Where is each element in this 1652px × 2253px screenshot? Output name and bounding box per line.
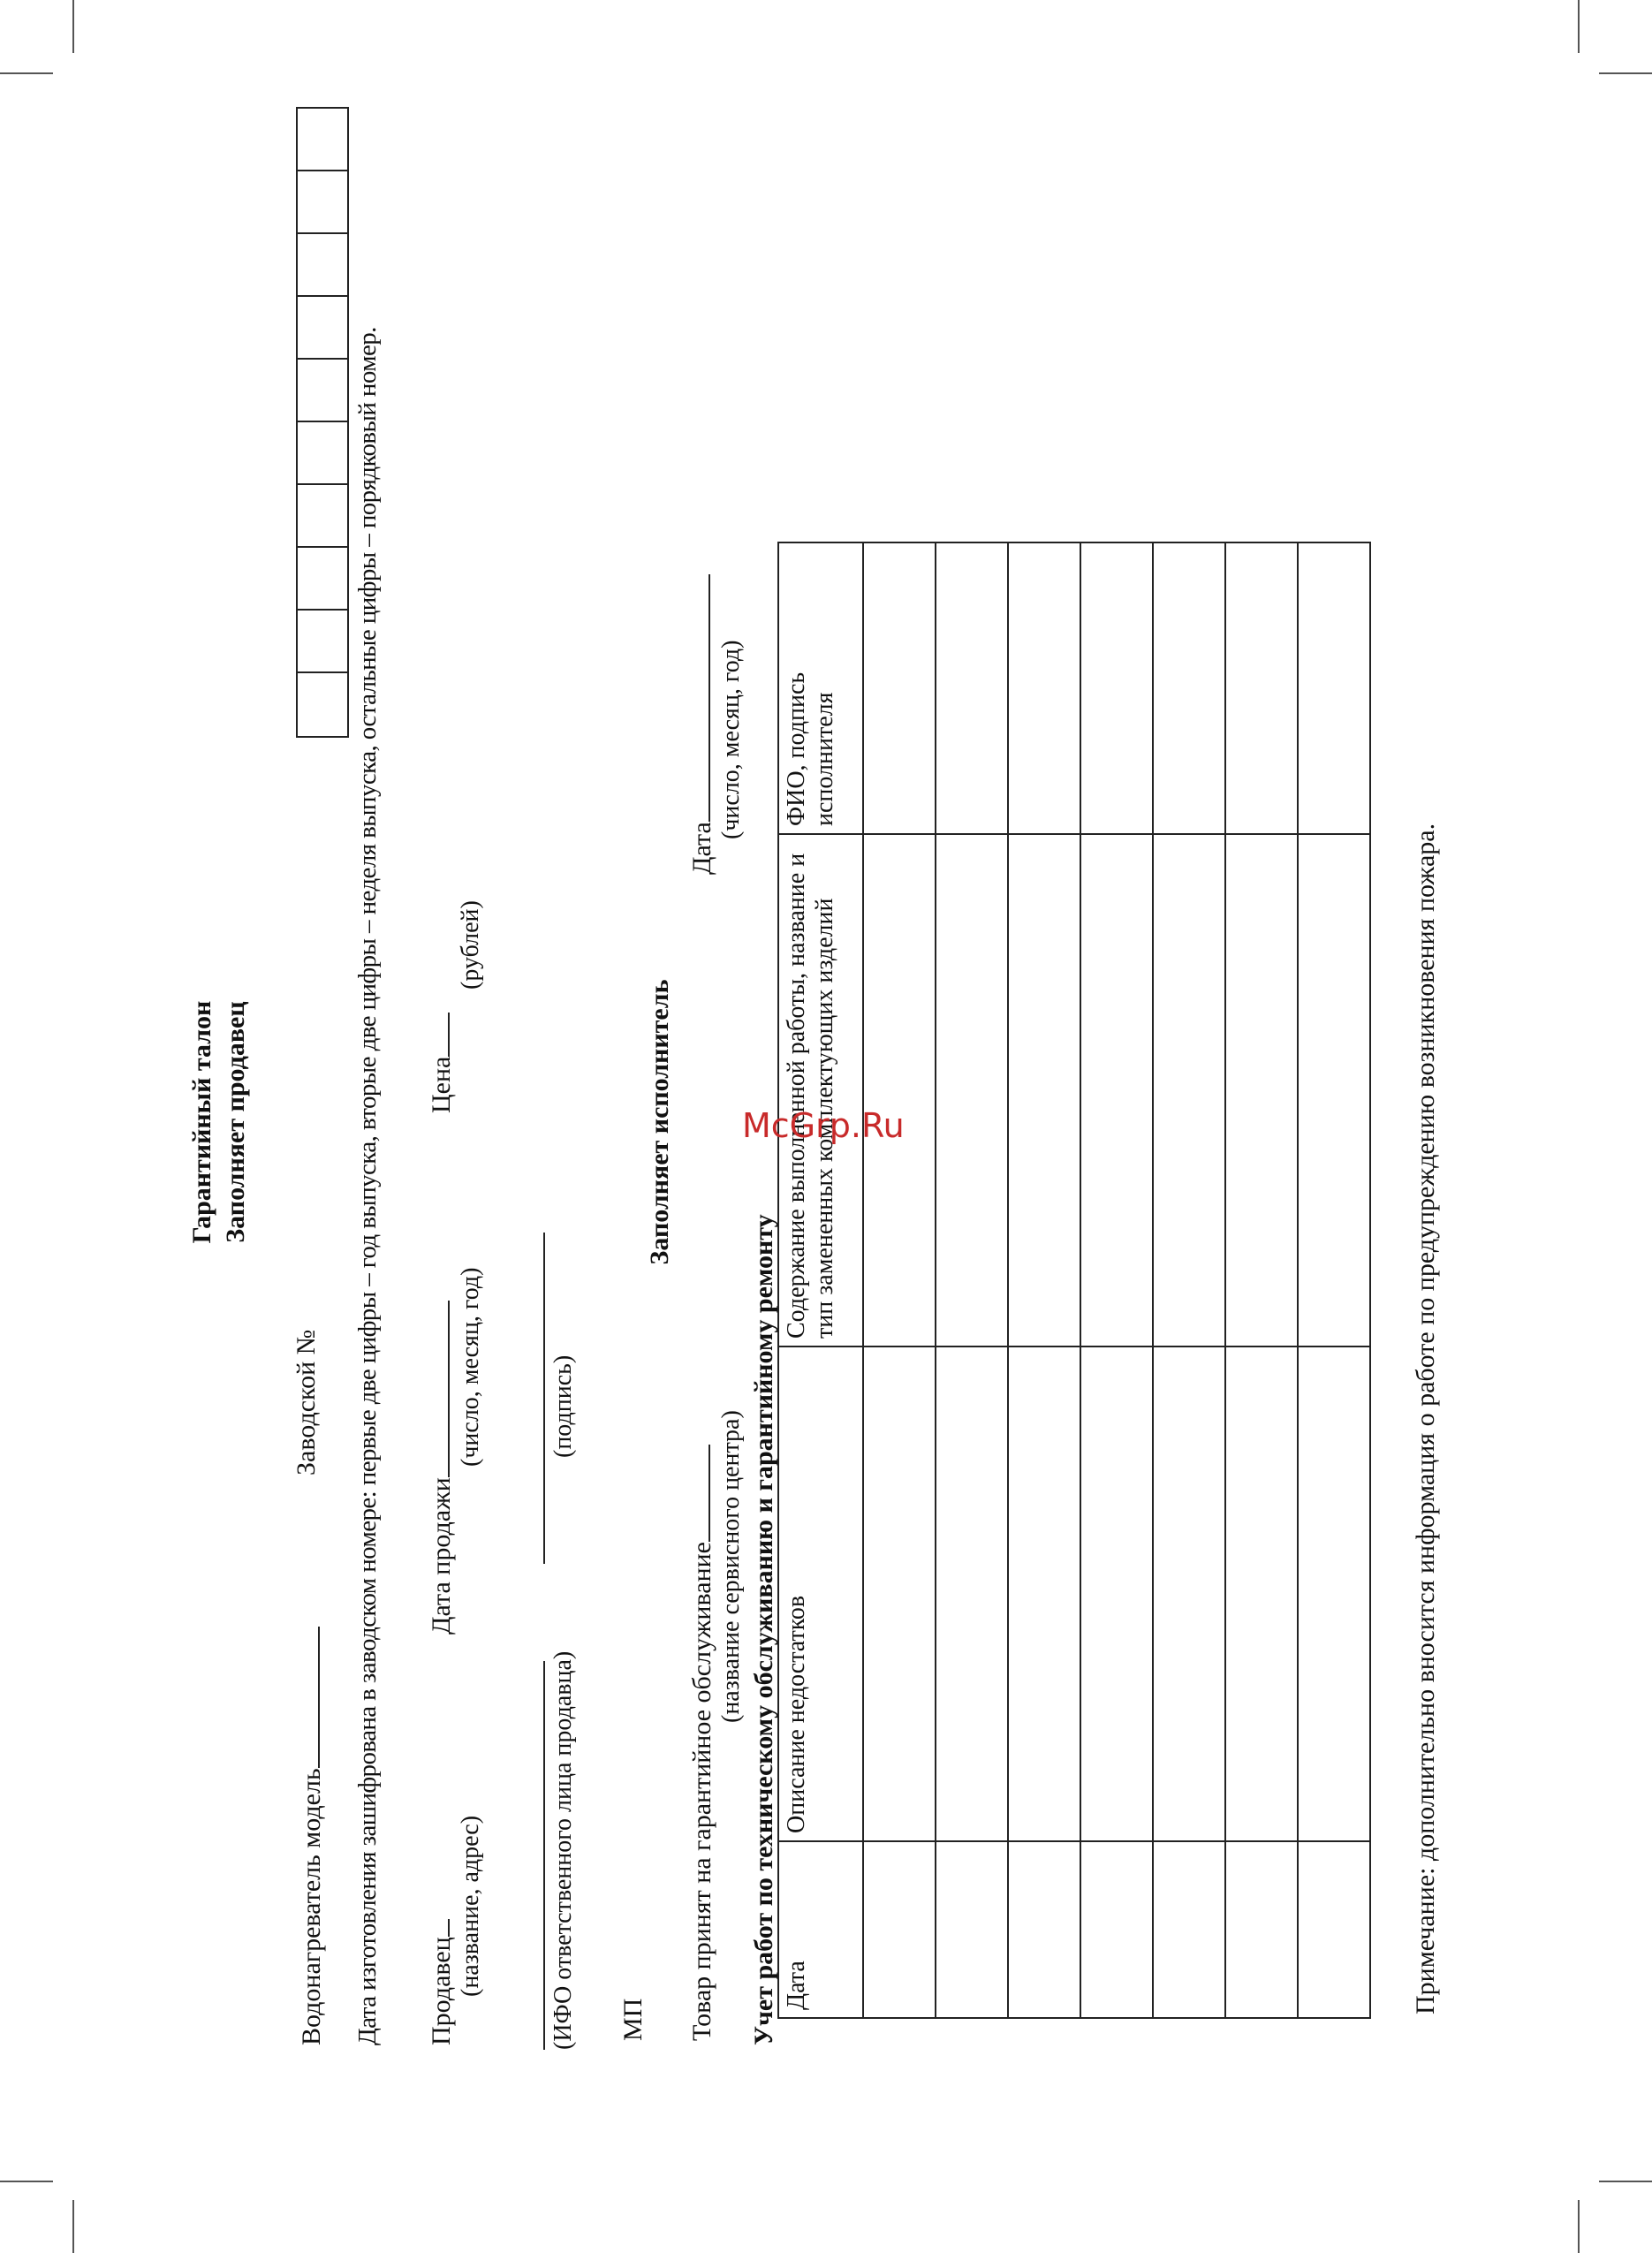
price-label: Цена [427, 1056, 456, 1113]
executor-date-label: Дата [687, 822, 716, 875]
service-center-hint: (название сервисного центра) [717, 1410, 745, 1723]
responsible-line[interactable] [543, 1661, 545, 2050]
serial-label: Заводской № [292, 1329, 321, 1475]
seller-field[interactable] [421, 1919, 450, 1937]
serial-cell [298, 170, 347, 171]
page-subtitle: Заполняет продавец [221, 1001, 250, 1243]
table-row [863, 542, 936, 2018]
table-cell[interactable] [1225, 834, 1298, 1346]
table-cell[interactable] [1080, 1346, 1153, 1841]
stamp-placeholder: МП [618, 1998, 648, 2041]
serial-cell [298, 609, 347, 611]
table-cell[interactable] [1008, 542, 1080, 834]
table-cell[interactable] [1225, 1346, 1298, 1841]
seller-hint: (название, адрес) [457, 1815, 484, 1997]
serial-cell [298, 671, 347, 673]
executor-date-row [682, 574, 717, 875]
watermark-text: McGrp.Ru [742, 1106, 905, 1145]
serial-cell [298, 421, 347, 422]
page-title: Гарантийный талон [187, 1000, 216, 1244]
serial-cell [298, 295, 347, 297]
table-row [1080, 542, 1153, 2018]
column-header-defects: Описание недостатков [778, 1346, 863, 1841]
model-label: Водонагреватель модель [297, 1768, 326, 2045]
work-log-table [777, 542, 1371, 2019]
signature-line[interactable] [543, 1233, 545, 1564]
table-row [1298, 542, 1370, 2018]
table-row [1153, 542, 1225, 2018]
price-row [421, 1013, 457, 1113]
log-table-title: Учет работ по техническому обслуживанию и гарантийному ремонту [749, 1214, 778, 2045]
table-cell[interactable] [863, 834, 936, 1346]
sale-date-field[interactable] [421, 1301, 450, 1477]
table-cell[interactable] [1008, 1346, 1080, 1841]
footer-note: Примечание: дополнительно вносится информация о работе по предупреждению возникновения пожара. [1411, 823, 1440, 2014]
serial-cell [298, 232, 347, 234]
table-cell[interactable] [1008, 834, 1080, 1346]
model-row [292, 1627, 327, 2045]
executor-date-field[interactable] [682, 574, 710, 822]
table-cell[interactable] [1153, 542, 1225, 834]
sale-date-hint: (число, месяц, год) [457, 1267, 484, 1467]
table-cell[interactable] [1298, 1346, 1370, 1841]
table-cell[interactable] [936, 1841, 1008, 2018]
table-row [1225, 542, 1298, 2018]
sale-date-row [421, 1301, 457, 1635]
manufacture-date-note: Дата изготовления зашифрована в заводском номере: первые две цифры – год выпуска, вторые две цифры – неделя выпуска, остальные цифры – порядковый номер. [353, 327, 382, 2045]
signature-hint: (подпись) [549, 1354, 577, 1458]
table-row [936, 542, 1008, 2018]
sale-date-label: Дата продажи [427, 1477, 456, 1635]
table-cell[interactable] [1153, 1841, 1225, 2018]
table-cell[interactable] [863, 542, 936, 834]
service-center-field[interactable] [682, 1445, 710, 1542]
table-cell[interactable] [1080, 1841, 1153, 2018]
seller-label: Продавец [427, 1937, 456, 2045]
model-field[interactable] [292, 1627, 320, 1768]
table-cell[interactable] [1080, 542, 1153, 834]
table-cell[interactable] [1298, 1841, 1370, 2018]
table-cell[interactable] [1298, 834, 1370, 1346]
table-cell[interactable] [936, 834, 1008, 1346]
table-cell[interactable] [1153, 834, 1225, 1346]
table-cell[interactable] [1225, 1841, 1298, 2018]
price-hint: (рублей) [457, 900, 484, 990]
price-field[interactable] [421, 1013, 450, 1057]
table-cell[interactable] [1153, 1346, 1225, 1841]
table-cell[interactable] [936, 542, 1008, 834]
executor-section-title: Заполняет исполнитель [645, 979, 674, 1265]
accepted-row [682, 1445, 717, 2041]
serial-cell [298, 546, 347, 548]
column-header-work: Содержание выполненной работы, название и тип замененных комплектующих изделий [778, 834, 863, 1346]
table-cell[interactable] [1008, 1841, 1080, 2018]
table-header-row [778, 542, 863, 2018]
table-cell[interactable] [1298, 542, 1370, 834]
serial-number-boxes[interactable] [296, 107, 349, 738]
serial-cell [298, 358, 347, 360]
table-cell[interactable] [1225, 542, 1298, 834]
column-header-date: Дата [778, 1841, 863, 2018]
accepted-label: Товар принят на гарантийное обслуживание [687, 1542, 716, 2041]
table-cell[interactable] [863, 1346, 936, 1841]
table-cell[interactable] [936, 1346, 1008, 1841]
seller-row [421, 1919, 457, 2045]
column-header-executor: ФИО, подпись исполнителя [778, 542, 863, 834]
table-row [1008, 542, 1080, 2018]
executor-date-hint: (число, месяц, год) [717, 640, 745, 839]
table-cell[interactable] [1080, 834, 1153, 1346]
responsible-hint: (ИФО ответственного лица продавца) [549, 1650, 577, 2050]
serial-cell [298, 483, 347, 485]
table-cell[interactable] [863, 1841, 936, 2018]
